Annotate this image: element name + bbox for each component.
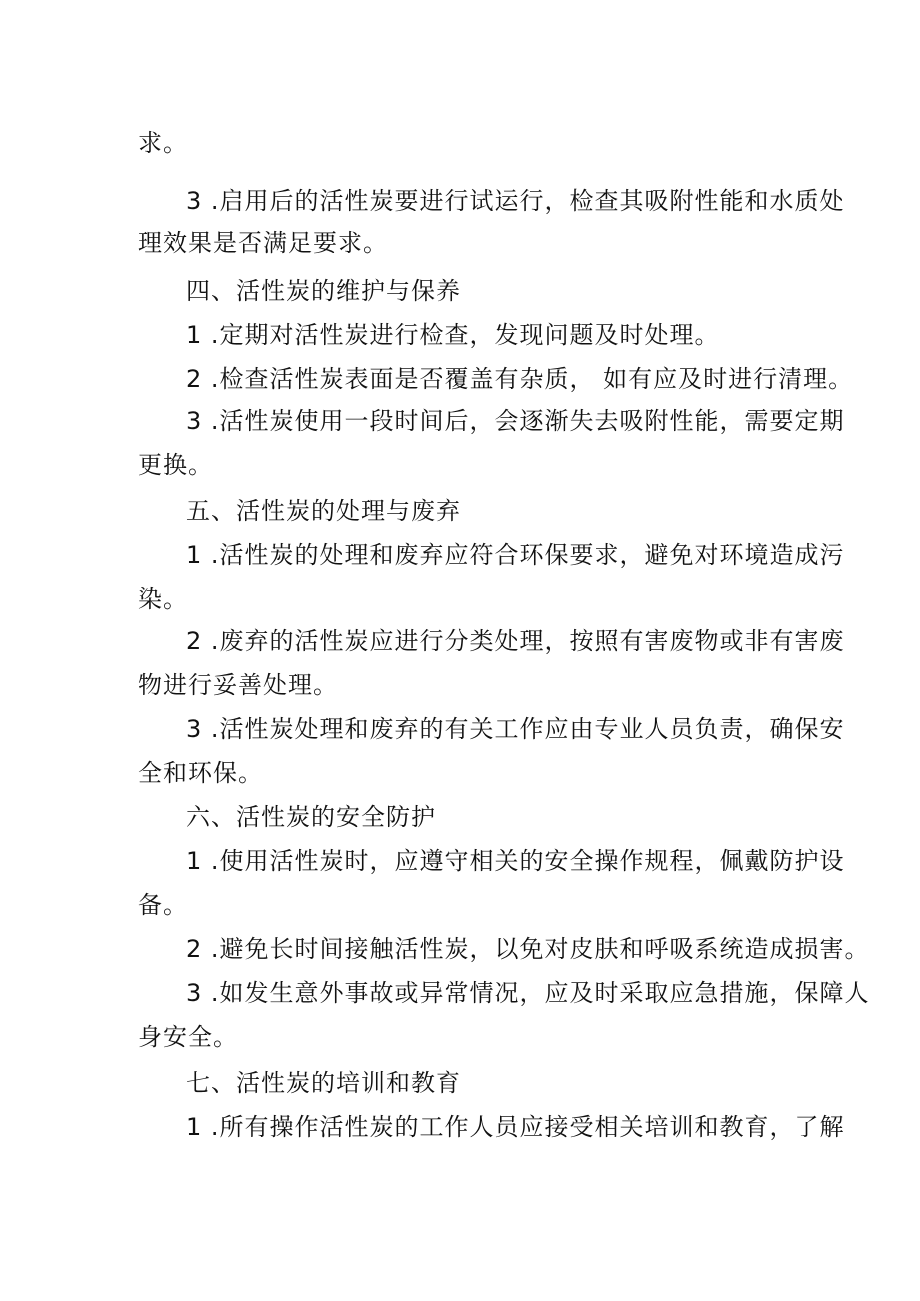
section-heading: 五、活性炭的处理与废弃 (186, 497, 461, 525)
paragraph-line: 1 .活性炭的处理和废弃应符合环保要求，避免对环境造成污 (186, 541, 845, 569)
paragraph-line: 3 .启用后的活性炭要进行试运行，检查其吸附性能和水质处 (186, 187, 845, 215)
paragraph-line: 理效果是否满足要求。 (138, 229, 388, 257)
section-heading: 四、活性炭的维护与保养 (186, 277, 461, 305)
paragraph-line: 1 .使用活性炭时，应遵守相关的安全操作规程，佩戴防护设 (186, 847, 845, 875)
paragraph-line: 2 .废弃的活性炭应进行分类处理，按照有害废物或非有害废 (186, 627, 845, 655)
paragraph-line: 染。 (138, 585, 188, 613)
paragraph-line: 身安全。 (138, 1023, 238, 1051)
section-heading: 六、活性炭的安全防护 (186, 803, 436, 831)
paragraph-line: 1 .所有操作活性炭的工作人员应接受相关培训和教育，了解 (186, 1113, 845, 1141)
paragraph-line: 3 .如发生意外事故或异常情况，应及时采取应急措施，保障人 (186, 979, 870, 1007)
paragraph-line: 3 .活性炭处理和废弃的有关工作应由专业人员负责，确保安 (186, 715, 845, 743)
paragraph-line: 3 .活性炭使用一段时间后，会逐渐失去吸附性能，需要定期 (186, 407, 845, 435)
paragraph-line: 全和环保。 (138, 759, 263, 787)
paragraph-line: 更换。 (138, 451, 213, 479)
paragraph-line: 2 .检查活性炭表面是否覆盖有杂质， 如有应及时进行清理。 (186, 365, 854, 393)
paragraph-line: 2 .避免长时间接触活性炭，以免对皮肤和呼吸系统造成损害。 (186, 935, 870, 963)
paragraph-line: 求。 (138, 129, 188, 157)
paragraph-line: 物进行妥善处理。 (138, 671, 338, 699)
paragraph-line: 1 .定期对活性炭进行检查，发现问题及时处理。 (186, 321, 720, 349)
section-heading: 七、活性炭的培训和教育 (186, 1069, 461, 1097)
paragraph-line: 备。 (138, 891, 188, 919)
